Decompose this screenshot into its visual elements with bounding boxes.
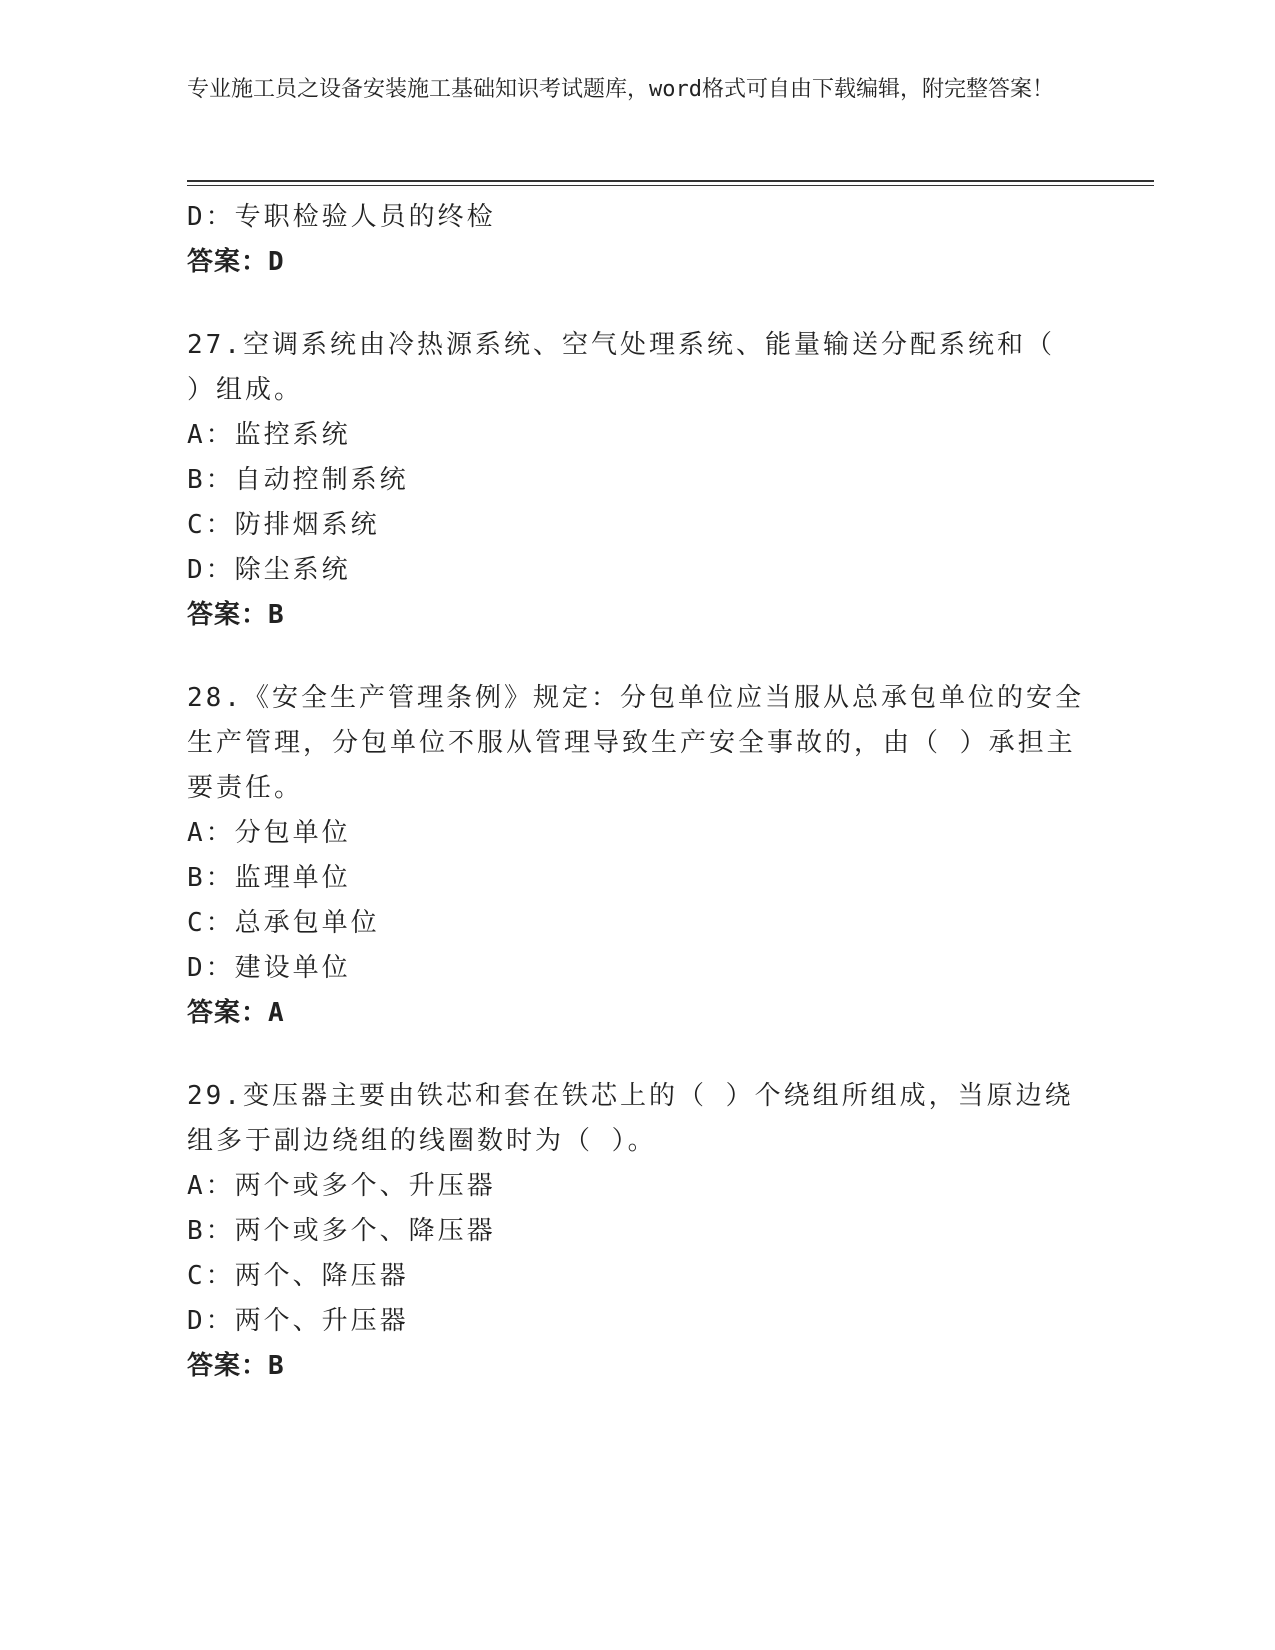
header-divider-thin	[187, 185, 1154, 186]
question-stem: 27.空调系统由冷热源系统、空气处理系统、能量输送分配系统和（ ）组成。	[187, 330, 1074, 405]
option-d: D：两个、升压器	[187, 1306, 409, 1336]
question-stem: 29.变压器主要由铁芯和套在铁芯上的（ ）个绕组所组成，当原边绕组多于副边绕组的线圈数时为（ ）。	[187, 1081, 1074, 1156]
previous-question-tail	[187, 195, 1087, 285]
option-d: D：专职检验人员的终检	[187, 202, 496, 232]
option-b: B：监理单位	[187, 863, 351, 893]
answer-line: 答案：A	[187, 998, 285, 1028]
option-a: A：两个或多个、升压器	[187, 1171, 496, 1201]
option-d: D：建设单位	[187, 953, 351, 983]
answer-line: 答案：D	[187, 247, 285, 277]
option-b: B：两个或多个、降压器	[187, 1216, 496, 1246]
option-c: C：两个、降压器	[187, 1261, 409, 1291]
question-list	[187, 195, 1087, 1389]
document-header: 专业施工员之设备安装施工基础知识考试题库，word格式可自由下载编辑，附完整答案！	[187, 77, 1054, 102]
answer-line: 答案：B	[187, 1351, 285, 1381]
option-a: A：分包单位	[187, 818, 351, 848]
question-stem: 28.《安全生产管理条例》规定：分包单位应当服从总承包单位的安全生产管理，分包单位不服从管理导致生产安全事故的，由（ ）承担主要责任。	[187, 683, 1084, 803]
question-29	[187, 1074, 1087, 1389]
option-b: B：自动控制系统	[187, 465, 409, 495]
header-divider-thick	[187, 180, 1154, 182]
question-28	[187, 676, 1087, 1036]
question-27	[187, 323, 1087, 638]
answer-line: 答案：B	[187, 600, 285, 630]
option-c: C：防排烟系统	[187, 510, 380, 540]
option-a: A：监控系统	[187, 420, 351, 450]
option-d: D：除尘系统	[187, 555, 351, 585]
option-c: C：总承包单位	[187, 908, 380, 938]
